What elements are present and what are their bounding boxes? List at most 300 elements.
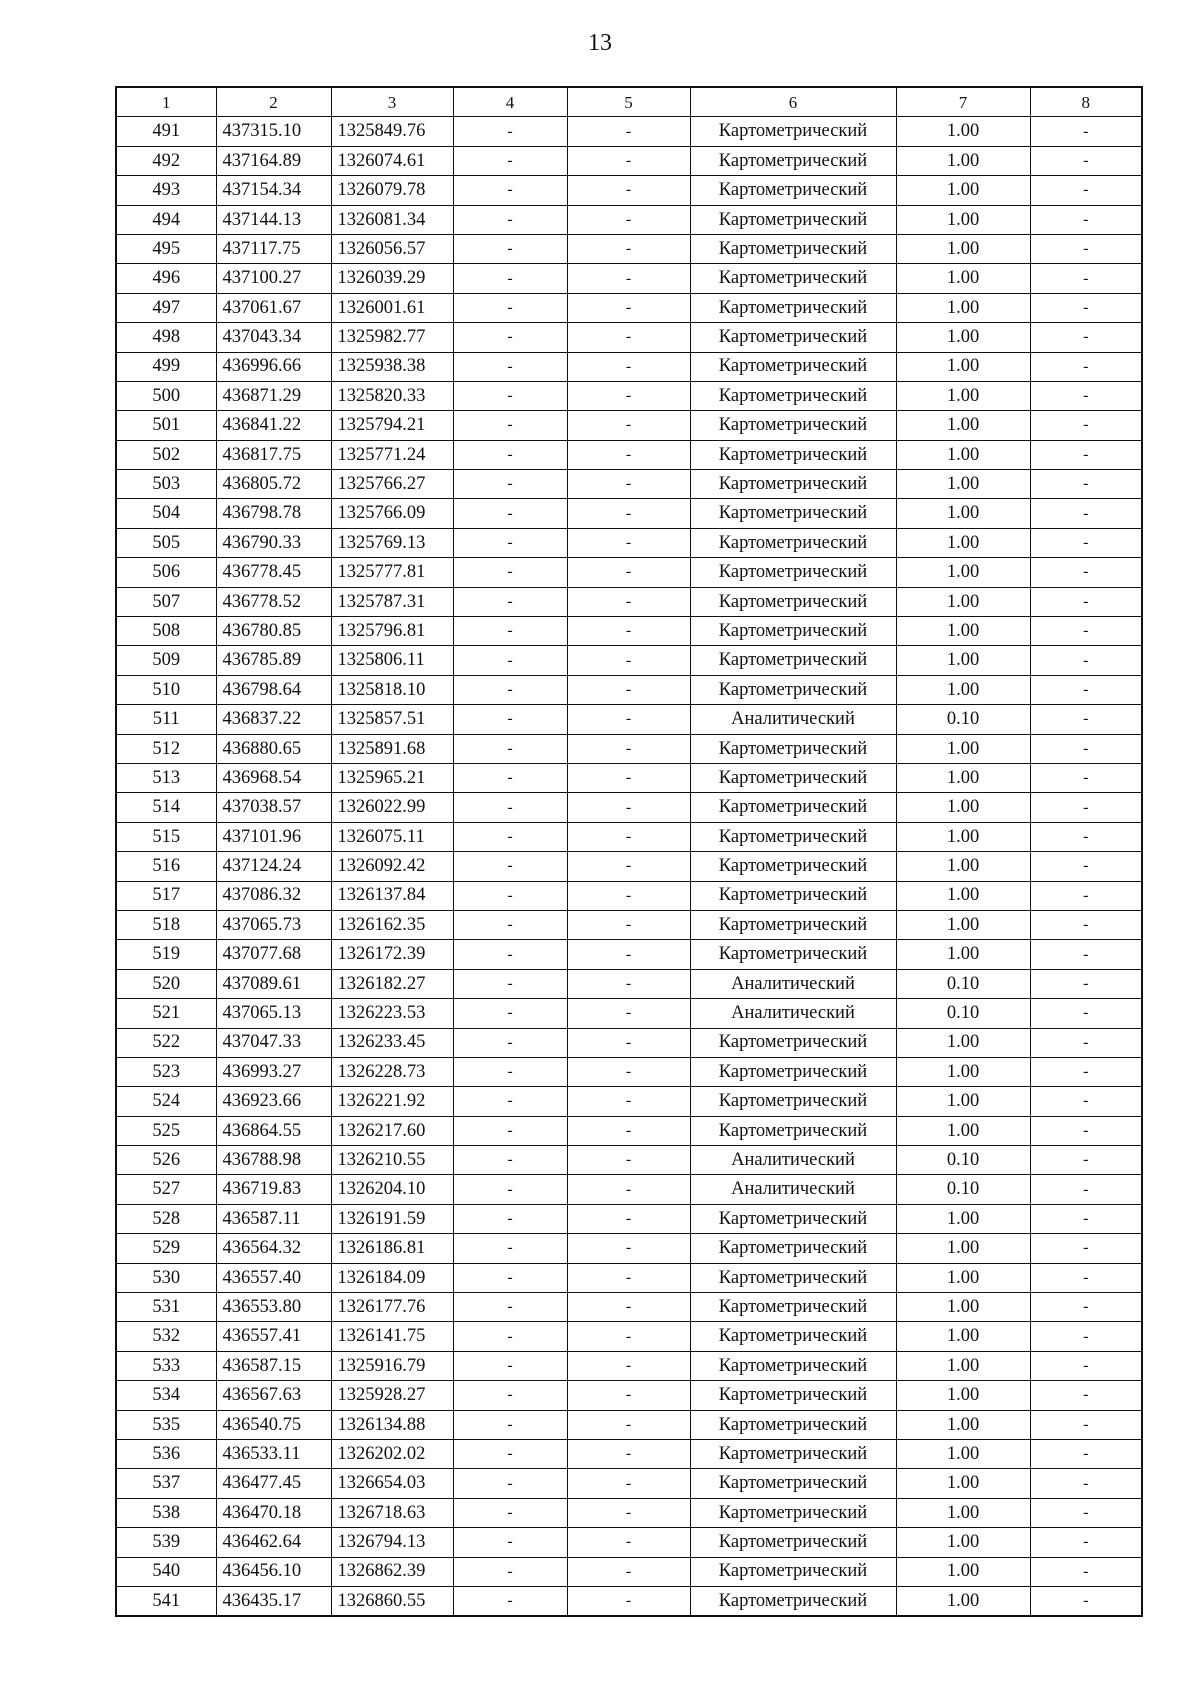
column-5-cell: - — [567, 352, 690, 381]
point-number-cell: 524 — [116, 1087, 216, 1116]
column-5-cell: - — [567, 1293, 690, 1322]
column-4-cell: - — [453, 1087, 567, 1116]
x-coordinate-cell: 436790.33 — [216, 528, 331, 557]
table-row — [116, 705, 1142, 734]
column-5-cell: - — [567, 528, 690, 557]
x-coordinate-cell: 436788.98 — [216, 1146, 331, 1175]
column-4-cell: - — [453, 587, 567, 616]
y-coordinate-cell: 1325965.21 — [331, 763, 453, 792]
table-row — [116, 323, 1142, 352]
column-5-cell: - — [567, 1116, 690, 1145]
method-cell: Картометрический — [690, 234, 896, 263]
column-5-cell: - — [567, 440, 690, 469]
x-coordinate-cell: 436567.63 — [216, 1381, 331, 1410]
accuracy-cell: 1.00 — [896, 1439, 1030, 1468]
x-coordinate-cell: 437038.57 — [216, 793, 331, 822]
method-cell: Картометрический — [690, 763, 896, 792]
method-cell: Картометрический — [690, 1557, 896, 1586]
accuracy-cell: 1.00 — [896, 205, 1030, 234]
accuracy-cell: 1.00 — [896, 381, 1030, 410]
column-8-cell: - — [1030, 470, 1142, 499]
point-number-cell: 491 — [116, 117, 216, 146]
table-row — [116, 499, 1142, 528]
table-row — [116, 1586, 1142, 1616]
y-coordinate-cell: 1326001.61 — [331, 293, 453, 322]
column-5-cell: - — [567, 1410, 690, 1439]
table-row — [116, 1234, 1142, 1263]
column-8-cell: - — [1030, 1175, 1142, 1204]
point-number-cell: 522 — [116, 1028, 216, 1057]
column-4-cell: - — [453, 470, 567, 499]
x-coordinate-cell: 437164.89 — [216, 146, 331, 175]
accuracy-cell: 1.00 — [896, 734, 1030, 763]
method-cell: Картометрический — [690, 1381, 896, 1410]
y-coordinate-cell: 1326075.11 — [331, 822, 453, 851]
x-coordinate-cell: 437154.34 — [216, 176, 331, 205]
y-coordinate-cell: 1325787.31 — [331, 587, 453, 616]
y-coordinate-cell: 1326056.57 — [331, 234, 453, 263]
point-number-cell: 497 — [116, 293, 216, 322]
y-coordinate-cell: 1325938.38 — [331, 352, 453, 381]
point-number-cell: 501 — [116, 411, 216, 440]
table-row — [116, 440, 1142, 469]
column-8-cell: - — [1030, 617, 1142, 646]
column-header: 7 — [896, 87, 1030, 117]
table-row — [116, 411, 1142, 440]
method-cell: Картометрический — [690, 264, 896, 293]
column-8-cell: - — [1030, 1469, 1142, 1498]
y-coordinate-cell: 1325916.79 — [331, 1351, 453, 1380]
point-number-cell: 536 — [116, 1439, 216, 1468]
table-row — [116, 1204, 1142, 1233]
point-number-cell: 511 — [116, 705, 216, 734]
table-row — [116, 558, 1142, 587]
accuracy-cell: 1.00 — [896, 440, 1030, 469]
method-cell: Картометрический — [690, 1498, 896, 1527]
column-8-cell: - — [1030, 999, 1142, 1028]
x-coordinate-cell: 436798.78 — [216, 499, 331, 528]
table-row — [116, 117, 1142, 146]
column-8-cell: - — [1030, 910, 1142, 939]
x-coordinate-cell: 436968.54 — [216, 763, 331, 792]
x-coordinate-cell: 437061.67 — [216, 293, 331, 322]
column-8-cell: - — [1030, 264, 1142, 293]
column-8-cell: - — [1030, 381, 1142, 410]
accuracy-cell: 1.00 — [896, 1322, 1030, 1351]
table-row — [116, 881, 1142, 910]
x-coordinate-cell: 436719.83 — [216, 1175, 331, 1204]
accuracy-cell: 1.00 — [896, 763, 1030, 792]
accuracy-cell: 1.00 — [896, 1204, 1030, 1233]
accuracy-cell: 1.00 — [896, 234, 1030, 263]
column-4-cell: - — [453, 1263, 567, 1292]
x-coordinate-cell: 436996.66 — [216, 352, 331, 381]
column-4-cell: - — [453, 881, 567, 910]
column-4-cell: - — [453, 734, 567, 763]
column-8-cell: - — [1030, 1410, 1142, 1439]
method-cell: Картометрический — [690, 381, 896, 410]
column-8-cell: - — [1030, 528, 1142, 557]
x-coordinate-cell: 437065.13 — [216, 999, 331, 1028]
column-8-cell: - — [1030, 1028, 1142, 1057]
column-5-cell: - — [567, 1381, 690, 1410]
accuracy-cell: 1.00 — [896, 499, 1030, 528]
method-cell: Картометрический — [690, 146, 896, 175]
column-8-cell: - — [1030, 440, 1142, 469]
column-5-cell: - — [567, 1028, 690, 1057]
table-row — [116, 646, 1142, 675]
table-row — [116, 1557, 1142, 1586]
column-5-cell: - — [567, 881, 690, 910]
y-coordinate-cell: 1325771.24 — [331, 440, 453, 469]
x-coordinate-cell: 437086.32 — [216, 881, 331, 910]
column-5-cell: - — [567, 470, 690, 499]
method-cell: Картометрический — [690, 528, 896, 557]
point-number-cell: 527 — [116, 1175, 216, 1204]
column-5-cell: - — [567, 176, 690, 205]
table-row — [116, 205, 1142, 234]
column-4-cell: - — [453, 323, 567, 352]
table-row — [116, 1322, 1142, 1351]
column-5-cell: - — [567, 558, 690, 587]
point-number-cell: 506 — [116, 558, 216, 587]
column-8-cell: - — [1030, 1586, 1142, 1616]
method-cell: Аналитический — [690, 705, 896, 734]
method-cell: Картометрический — [690, 1322, 896, 1351]
column-8-cell: - — [1030, 234, 1142, 263]
y-coordinate-cell: 1326182.27 — [331, 969, 453, 998]
column-5-cell: - — [567, 1204, 690, 1233]
column-5-cell: - — [567, 117, 690, 146]
x-coordinate-cell: 436778.52 — [216, 587, 331, 616]
x-coordinate-cell: 437065.73 — [216, 910, 331, 939]
x-coordinate-cell: 436435.17 — [216, 1586, 331, 1616]
accuracy-cell: 1.00 — [896, 470, 1030, 499]
column-8-cell: - — [1030, 1293, 1142, 1322]
accuracy-cell: 1.00 — [896, 1586, 1030, 1616]
y-coordinate-cell: 1326074.61 — [331, 146, 453, 175]
method-cell: Картометрический — [690, 1263, 896, 1292]
column-5-cell: - — [567, 1175, 690, 1204]
column-4-cell: - — [453, 705, 567, 734]
accuracy-cell: 1.00 — [896, 1234, 1030, 1263]
y-coordinate-cell: 1326210.55 — [331, 1146, 453, 1175]
y-coordinate-cell: 1326134.88 — [331, 1410, 453, 1439]
column-8-cell: - — [1030, 1557, 1142, 1586]
column-5-cell: - — [567, 1528, 690, 1557]
y-coordinate-cell: 1326172.39 — [331, 940, 453, 969]
accuracy-cell: 1.00 — [896, 1557, 1030, 1586]
x-coordinate-cell: 437101.96 — [216, 822, 331, 851]
column-5-cell: - — [567, 999, 690, 1028]
point-number-cell: 539 — [116, 1528, 216, 1557]
method-cell: Картометрический — [690, 910, 896, 939]
y-coordinate-cell: 1326191.59 — [331, 1204, 453, 1233]
y-coordinate-cell: 1326223.53 — [331, 999, 453, 1028]
x-coordinate-cell: 436798.64 — [216, 675, 331, 704]
method-cell: Картометрический — [690, 587, 896, 616]
x-coordinate-cell: 436557.41 — [216, 1322, 331, 1351]
y-coordinate-cell: 1326092.42 — [331, 852, 453, 881]
column-5-cell: - — [567, 1469, 690, 1498]
y-coordinate-cell: 1326079.78 — [331, 176, 453, 205]
table-row — [116, 734, 1142, 763]
method-cell: Картометрический — [690, 793, 896, 822]
table-row — [116, 852, 1142, 881]
x-coordinate-cell: 436553.80 — [216, 1293, 331, 1322]
method-cell: Картометрический — [690, 1410, 896, 1439]
method-cell: Картометрический — [690, 1469, 896, 1498]
column-8-cell: - — [1030, 705, 1142, 734]
x-coordinate-cell: 437047.33 — [216, 1028, 331, 1057]
x-coordinate-cell: 436557.40 — [216, 1263, 331, 1292]
y-coordinate-cell: 1326184.09 — [331, 1263, 453, 1292]
method-cell: Картометрический — [690, 881, 896, 910]
accuracy-cell: 1.00 — [896, 1028, 1030, 1057]
x-coordinate-cell: 437144.13 — [216, 205, 331, 234]
column-8-cell: - — [1030, 1439, 1142, 1468]
x-coordinate-cell: 436780.85 — [216, 617, 331, 646]
column-8-cell: - — [1030, 1351, 1142, 1380]
accuracy-cell: 0.10 — [896, 1175, 1030, 1204]
point-number-cell: 499 — [116, 352, 216, 381]
column-8-cell: - — [1030, 822, 1142, 851]
column-5-cell: - — [567, 969, 690, 998]
table-row — [116, 1351, 1142, 1380]
method-cell: Картометрический — [690, 646, 896, 675]
method-cell: Картометрический — [690, 852, 896, 881]
y-coordinate-cell: 1326202.02 — [331, 1439, 453, 1468]
column-8-cell: - — [1030, 1528, 1142, 1557]
x-coordinate-cell: 437089.61 — [216, 969, 331, 998]
column-5-cell: - — [567, 734, 690, 763]
table-row — [116, 1057, 1142, 1086]
accuracy-cell: 1.00 — [896, 910, 1030, 939]
table-row — [116, 617, 1142, 646]
column-4-cell: - — [453, 1204, 567, 1233]
point-number-cell: 529 — [116, 1234, 216, 1263]
point-number-cell: 517 — [116, 881, 216, 910]
x-coordinate-cell: 436470.18 — [216, 1498, 331, 1527]
y-coordinate-cell: 1326204.10 — [331, 1175, 453, 1204]
y-coordinate-cell: 1325766.27 — [331, 470, 453, 499]
table-row — [116, 1469, 1142, 1498]
x-coordinate-cell: 437100.27 — [216, 264, 331, 293]
column-8-cell: - — [1030, 146, 1142, 175]
x-coordinate-cell: 436817.75 — [216, 440, 331, 469]
point-number-cell: 504 — [116, 499, 216, 528]
column-5-cell: - — [567, 1439, 690, 1468]
x-coordinate-cell: 436778.45 — [216, 558, 331, 587]
column-4-cell: - — [453, 822, 567, 851]
table-row — [116, 381, 1142, 410]
y-coordinate-cell: 1326233.45 — [331, 1028, 453, 1057]
y-coordinate-cell: 1325777.81 — [331, 558, 453, 587]
table-row — [116, 1498, 1142, 1527]
accuracy-cell: 1.00 — [896, 587, 1030, 616]
y-coordinate-cell: 1325818.10 — [331, 675, 453, 704]
y-coordinate-cell: 1325891.68 — [331, 734, 453, 763]
method-cell: Аналитический — [690, 1175, 896, 1204]
column-4-cell: - — [453, 1381, 567, 1410]
x-coordinate-cell: 436880.65 — [216, 734, 331, 763]
y-coordinate-cell: 1326217.60 — [331, 1116, 453, 1145]
column-4-cell: - — [453, 1116, 567, 1145]
x-coordinate-cell: 436923.66 — [216, 1087, 331, 1116]
header-row — [116, 87, 1142, 117]
method-cell: Картометрический — [690, 675, 896, 704]
x-coordinate-cell: 437117.75 — [216, 234, 331, 263]
accuracy-cell: 1.00 — [896, 675, 1030, 704]
column-5-cell: - — [567, 646, 690, 675]
point-number-cell: 519 — [116, 940, 216, 969]
column-4-cell: - — [453, 617, 567, 646]
column-8-cell: - — [1030, 852, 1142, 881]
table-row — [116, 675, 1142, 704]
column-8-cell: - — [1030, 1234, 1142, 1263]
column-header: 1 — [116, 87, 216, 117]
table-row — [116, 1116, 1142, 1145]
table-row — [116, 1439, 1142, 1468]
y-coordinate-cell: 1325820.33 — [331, 381, 453, 410]
column-5-cell: - — [567, 1263, 690, 1292]
accuracy-cell: 1.00 — [896, 1381, 1030, 1410]
y-coordinate-cell: 1325769.13 — [331, 528, 453, 557]
point-number-cell: 535 — [116, 1410, 216, 1439]
x-coordinate-cell: 436993.27 — [216, 1057, 331, 1086]
column-5-cell: - — [567, 1087, 690, 1116]
table-row — [116, 1293, 1142, 1322]
column-header: 4 — [453, 87, 567, 117]
y-coordinate-cell: 1325982.77 — [331, 323, 453, 352]
column-4-cell: - — [453, 1028, 567, 1057]
accuracy-cell: 1.00 — [896, 881, 1030, 910]
x-coordinate-cell: 436540.75 — [216, 1410, 331, 1439]
point-number-cell: 510 — [116, 675, 216, 704]
point-number-cell: 528 — [116, 1204, 216, 1233]
point-number-cell: 502 — [116, 440, 216, 469]
method-cell: Картометрический — [690, 822, 896, 851]
column-4-cell: - — [453, 1057, 567, 1086]
column-header: 3 — [331, 87, 453, 117]
table-row — [116, 470, 1142, 499]
table-row — [116, 352, 1142, 381]
column-4-cell: - — [453, 940, 567, 969]
accuracy-cell: 1.00 — [896, 176, 1030, 205]
method-cell: Картометрический — [690, 1087, 896, 1116]
table-row — [116, 1263, 1142, 1292]
x-coordinate-cell: 436462.64 — [216, 1528, 331, 1557]
column-5-cell: - — [567, 705, 690, 734]
y-coordinate-cell: 1325806.11 — [331, 646, 453, 675]
method-cell: Картометрический — [690, 1116, 896, 1145]
point-number-cell: 503 — [116, 470, 216, 499]
accuracy-cell: 1.00 — [896, 822, 1030, 851]
point-number-cell: 505 — [116, 528, 216, 557]
point-number-cell: 525 — [116, 1116, 216, 1145]
x-coordinate-cell: 436477.45 — [216, 1469, 331, 1498]
column-4-cell: - — [453, 1175, 567, 1204]
point-number-cell: 541 — [116, 1586, 216, 1616]
method-cell: Картометрический — [690, 1293, 896, 1322]
x-coordinate-cell: 436533.11 — [216, 1439, 331, 1468]
x-coordinate-cell: 436456.10 — [216, 1557, 331, 1586]
column-5-cell: - — [567, 1351, 690, 1380]
y-coordinate-cell: 1326794.13 — [331, 1528, 453, 1557]
y-coordinate-cell: 1326141.75 — [331, 1322, 453, 1351]
point-number-cell: 495 — [116, 234, 216, 263]
column-4-cell: - — [453, 1498, 567, 1527]
accuracy-cell: 1.00 — [896, 264, 1030, 293]
accuracy-cell: 1.00 — [896, 617, 1030, 646]
column-4-cell: - — [453, 499, 567, 528]
point-number-cell: 526 — [116, 1146, 216, 1175]
y-coordinate-cell: 1326137.84 — [331, 881, 453, 910]
column-8-cell: - — [1030, 1116, 1142, 1145]
column-4-cell: - — [453, 999, 567, 1028]
x-coordinate-cell: 437077.68 — [216, 940, 331, 969]
accuracy-cell: 1.00 — [896, 940, 1030, 969]
method-cell: Картометрический — [690, 1057, 896, 1086]
column-5-cell: - — [567, 587, 690, 616]
point-number-cell: 494 — [116, 205, 216, 234]
column-8-cell: - — [1030, 323, 1142, 352]
y-coordinate-cell: 1326862.39 — [331, 1557, 453, 1586]
y-coordinate-cell: 1326177.76 — [331, 1293, 453, 1322]
method-cell: Картометрический — [690, 734, 896, 763]
column-8-cell: - — [1030, 1263, 1142, 1292]
x-coordinate-cell: 436864.55 — [216, 1116, 331, 1145]
accuracy-cell: 1.00 — [896, 293, 1030, 322]
point-number-cell: 518 — [116, 910, 216, 939]
accuracy-cell: 1.00 — [896, 1263, 1030, 1292]
column-4-cell: - — [453, 1410, 567, 1439]
x-coordinate-cell: 436785.89 — [216, 646, 331, 675]
accuracy-cell: 1.00 — [896, 146, 1030, 175]
x-coordinate-cell: 437043.34 — [216, 323, 331, 352]
point-number-cell: 540 — [116, 1557, 216, 1586]
method-cell: Картометрический — [690, 1528, 896, 1557]
column-4-cell: - — [453, 793, 567, 822]
accuracy-cell: 0.10 — [896, 969, 1030, 998]
table-row — [116, 1381, 1142, 1410]
method-cell: Картометрический — [690, 499, 896, 528]
x-coordinate-cell: 436871.29 — [216, 381, 331, 410]
method-cell: Картометрический — [690, 293, 896, 322]
point-number-cell: 507 — [116, 587, 216, 616]
table-row — [116, 293, 1142, 322]
table-row — [116, 587, 1142, 616]
accuracy-cell: 1.00 — [896, 852, 1030, 881]
column-5-cell: - — [567, 411, 690, 440]
method-cell: Картометрический — [690, 205, 896, 234]
page-number: 13 — [588, 30, 612, 56]
accuracy-cell: 0.10 — [896, 999, 1030, 1028]
y-coordinate-cell: 1325857.51 — [331, 705, 453, 734]
column-header: 8 — [1030, 87, 1142, 117]
accuracy-cell: 1.00 — [896, 352, 1030, 381]
column-4-cell: - — [453, 293, 567, 322]
column-5-cell: - — [567, 1586, 690, 1616]
column-8-cell: - — [1030, 1146, 1142, 1175]
column-8-cell: - — [1030, 205, 1142, 234]
table-row — [116, 910, 1142, 939]
table-row — [116, 1528, 1142, 1557]
table-row — [116, 763, 1142, 792]
point-number-cell: 496 — [116, 264, 216, 293]
x-coordinate-cell: 436805.72 — [216, 470, 331, 499]
column-4-cell: - — [453, 1586, 567, 1616]
